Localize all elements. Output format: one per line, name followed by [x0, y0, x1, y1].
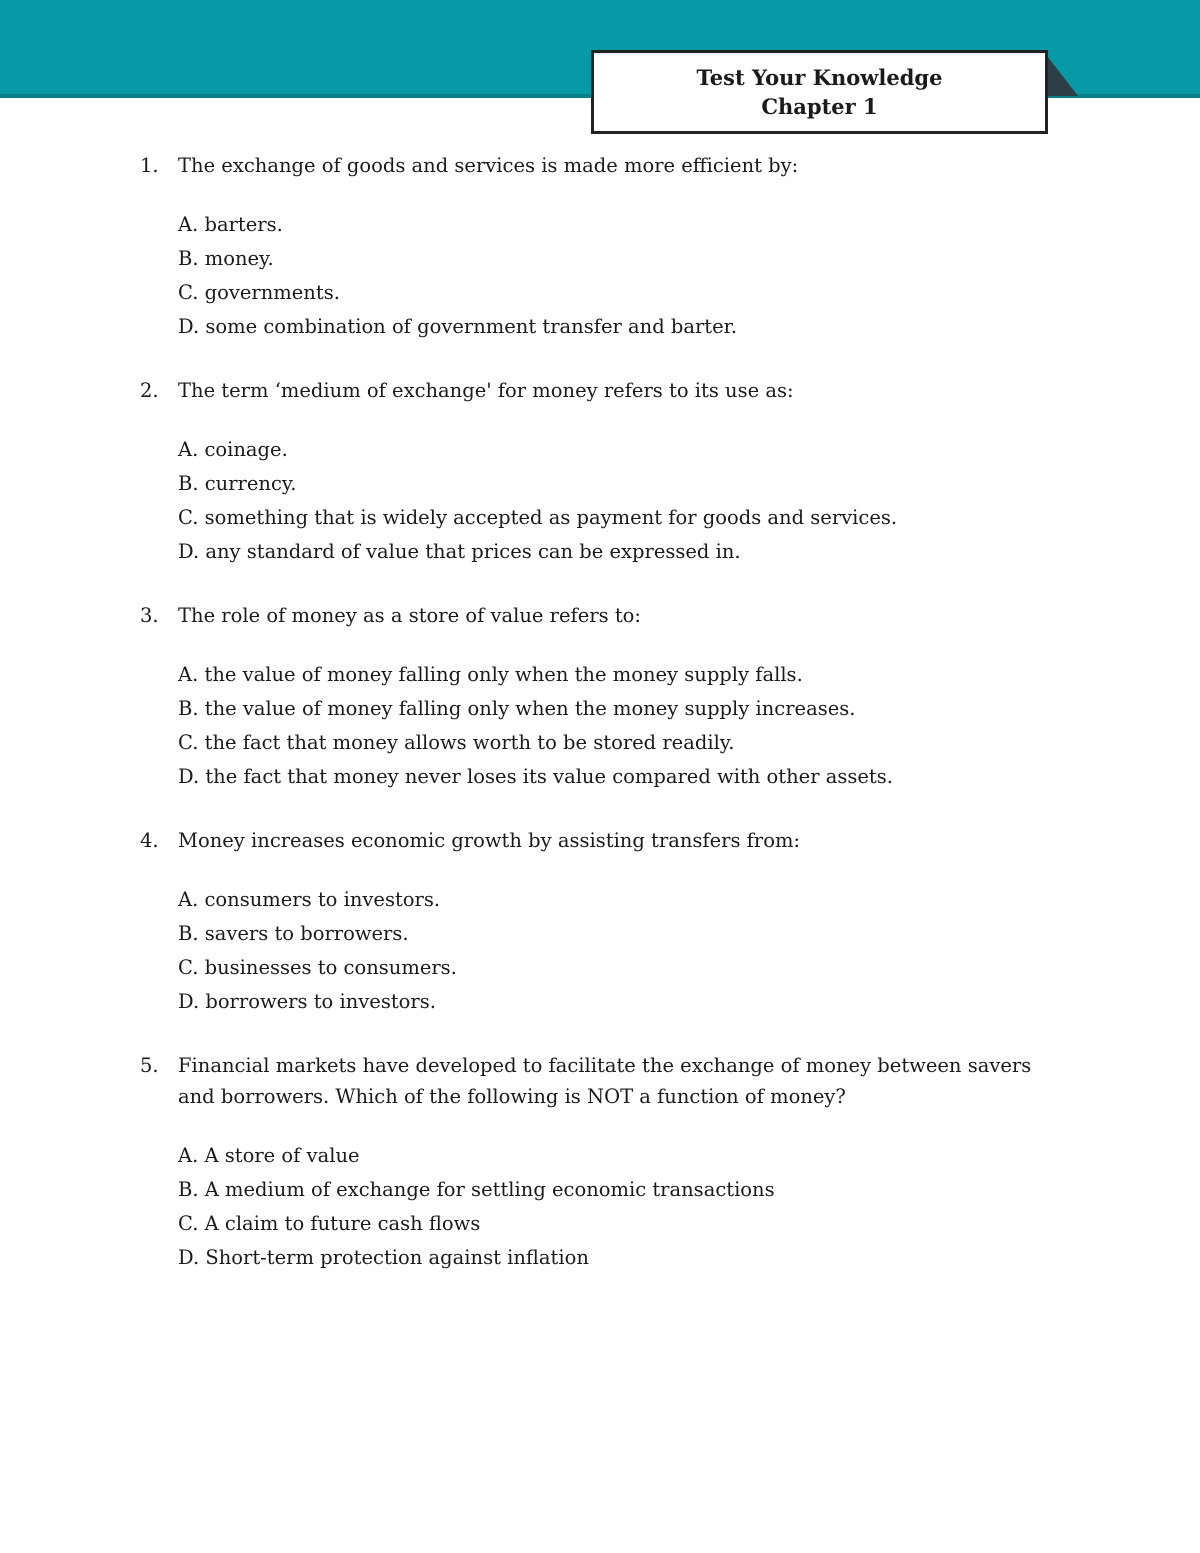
question-text: The exchange of goods and services is made more efficient by: — [178, 154, 799, 177]
option-list — [178, 658, 1040, 794]
option-a: A. consumers to investors. — [178, 888, 441, 911]
option-d: D. any standard of value that prices can be expressed in. — [178, 540, 741, 563]
option-c: C. A claim to future cash flows — [178, 1212, 481, 1235]
question-1 — [140, 150, 1040, 344]
question-2 — [140, 375, 1040, 569]
option-a: A. coinage. — [178, 438, 288, 461]
option-b: B. money. — [178, 247, 274, 270]
title-box — [591, 50, 1048, 134]
question-text: Money increases economic growth by assisting transfers from: — [178, 829, 801, 852]
option-d: D. borrowers to investors. — [178, 990, 436, 1013]
title-line-2: Chapter 1 — [761, 94, 878, 119]
option-b: B. savers to borrowers. — [178, 922, 409, 945]
option-c: C. something that is widely accepted as payment for goods and services. — [178, 506, 898, 529]
option-c: C. governments. — [178, 281, 340, 304]
option-a: A. barters. — [178, 213, 283, 236]
title-tab-fold — [1044, 52, 1078, 96]
question-number: 1. — [140, 154, 159, 177]
question-text: The term ‘medium of exchange' for money refers to its use as: — [178, 379, 794, 402]
option-b: B. the value of money falling only when the money supply increases. — [178, 697, 856, 720]
question-5 — [140, 1050, 1040, 1275]
option-a: A. the value of money falling only when the money supply falls. — [178, 663, 803, 686]
option-d: D. Short-term protection against inflation — [178, 1246, 589, 1269]
option-a: A. A store of value — [178, 1144, 360, 1167]
option-d: D. the fact that money never loses its value compared with other assets. — [178, 765, 893, 788]
question-number: 2. — [140, 379, 159, 402]
question-number: 3. — [140, 604, 159, 627]
question-list — [140, 150, 1040, 1306]
title-line-1: Test Your Knowledge — [696, 65, 943, 90]
option-list — [178, 883, 1040, 1019]
question-3 — [140, 600, 1040, 794]
question-text: Financial markets have developed to facilitate the exchange of money between savers and borrowers. Which of the following is NOT a function of money? — [178, 1054, 1032, 1108]
question-number: 4. — [140, 829, 159, 852]
option-d: D. some combination of government transfer and barter. — [178, 315, 738, 338]
option-list — [178, 433, 1040, 569]
question-text: The role of money as a store of value refers to: — [178, 604, 641, 627]
option-list — [178, 208, 1040, 344]
option-c: C. businesses to consumers. — [178, 956, 457, 979]
option-b: B. A medium of exchange for settling economic transactions — [178, 1178, 775, 1201]
option-list — [178, 1139, 1040, 1275]
question-number: 5. — [140, 1054, 159, 1077]
question-4 — [140, 825, 1040, 1019]
option-b: B. currency. — [178, 472, 297, 495]
option-c: C. the fact that money allows worth to be stored readily. — [178, 731, 735, 754]
